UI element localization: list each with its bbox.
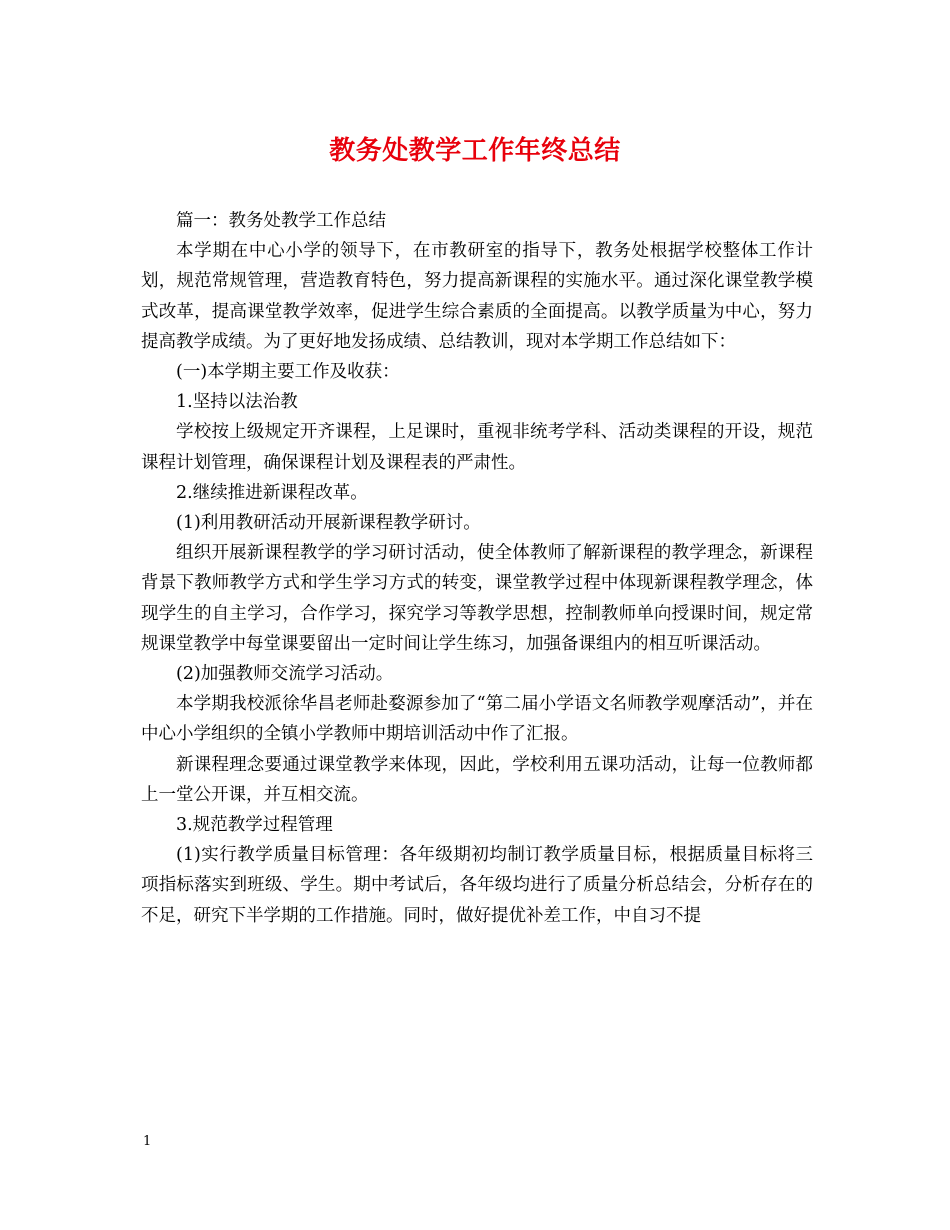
paragraph: 本学期我校派徐华昌老师赴婺源参加了“第二届小学语文名师教学观摩活动”，并在中心小学组织的全镇小学教师中期培训活动中作了汇报。 bbox=[141, 694, 813, 745]
page-number: 1 bbox=[143, 1134, 152, 1149]
paragraph: 学校按上级规定开齐课程，上足课时，重视非统考学科、活动类课程的开设，规范课程计划管理，确保课程计划及课程表的严肃性。 bbox=[141, 422, 813, 473]
paragraph: 1.坚持以法治教 bbox=[176, 392, 298, 413]
paragraph: 组织开展新课程教学的学习研讨活动，使全体教师了解新课程的教学理念，新课程背景下教师教学方式和学生学习方式的转变，课堂教学过程中体现新课程教学理念，体现学生的自主学习，合作学习，探究学习等教学思想，控制教师单向授课时间，规定常规课堂教学中每堂课要留出一定时间让学生练习，加强备课组内的相互听课活动。 bbox=[141, 543, 813, 654]
document-body bbox=[141, 206, 813, 931]
paragraph: (2)加强教师交流学习活动。 bbox=[176, 664, 394, 685]
paragraph: (1)实行教学质量目标管理：各年级期初均制订教学质量目标，根据质量目标将三项指标落实到班级、学生。期中考试后，各年级均进行了质量分析总结会，分析存在的不足，研究下半学期的工作措施。同时，做好提优补差工作，中自习不提 bbox=[141, 845, 813, 926]
paragraph: 本学期在中心小学的领导下，在市教研室的指导下，教务处根据学校整体工作计划，规范常规管理，营造教育特色，努力提高新课程的实施水平。通过深化课堂教学模式改革，提高课堂教学效率，促进学生综合素质的全面提高。以教学质量为中心，努力提高教学成绩。为了更好地发扬成绩、总结教训，现对本学期工作总结如下： bbox=[141, 241, 813, 352]
paragraph: (1)利用教研活动开展新课程教学研讨。 bbox=[176, 513, 481, 534]
paragraph: (一)本学期主要工作及收获： bbox=[176, 362, 400, 383]
paragraph: 篇一：教务处教学工作总结 bbox=[176, 211, 386, 231]
paragraph: 2.继续推进新课程改革。 bbox=[176, 482, 368, 503]
paragraph: 新课程理念要通过课堂教学来体现，因此，学校利用五课功活动，让每一位教师都上一堂公开课，并互相交流。 bbox=[141, 754, 813, 805]
paragraph: 3.规范教学过程管理 bbox=[176, 815, 333, 836]
document-title: 教务处教学工作年终总结 bbox=[329, 136, 621, 166]
